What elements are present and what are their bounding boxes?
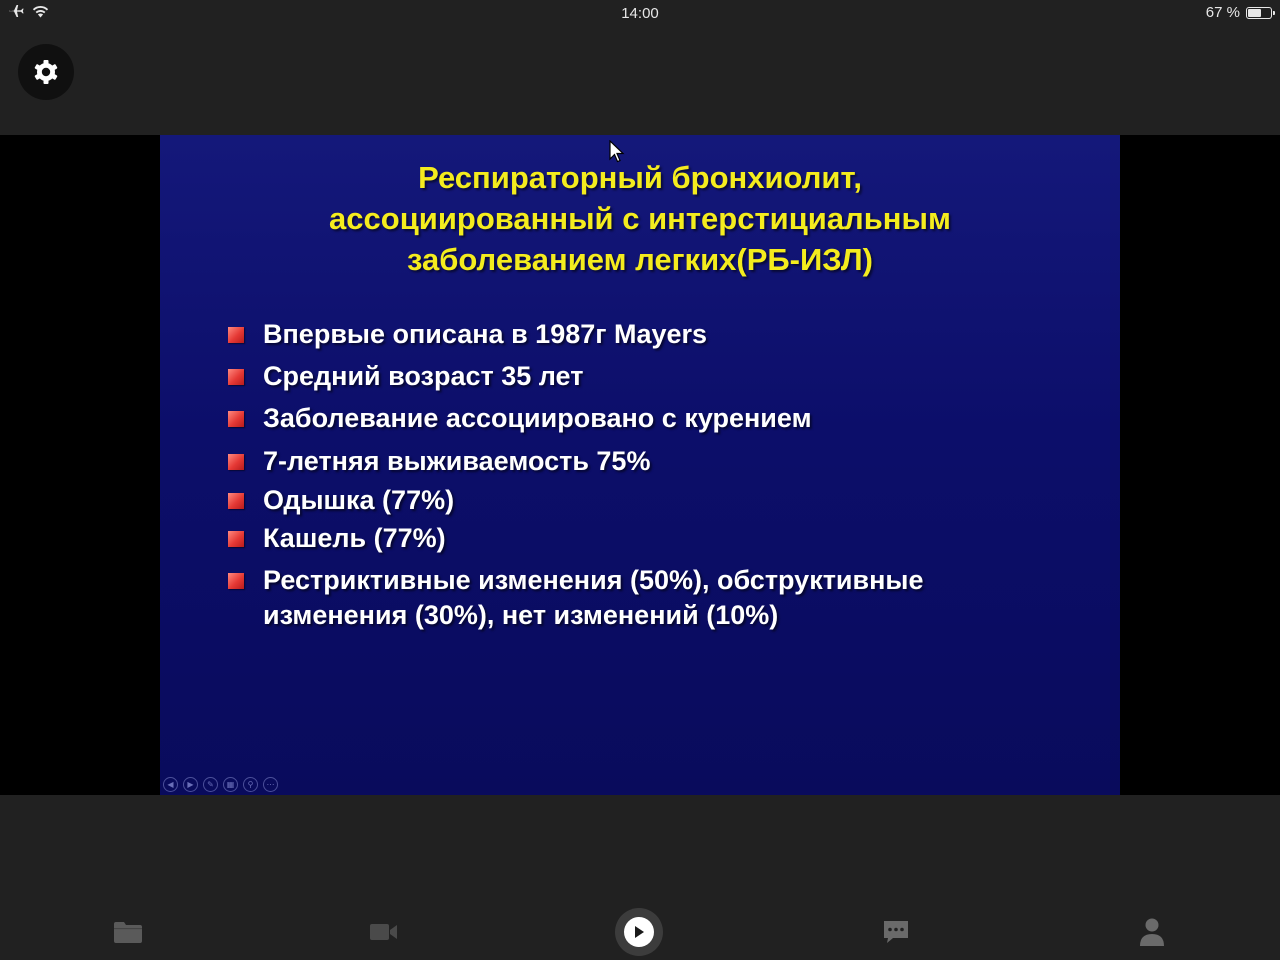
status-bar (0, 0, 1280, 26)
slide-title: Респираторный бронхиолит, ассоциированный с интерстициальным заболеванием легких(РБ-ИЗЛ) (329, 160, 951, 277)
battery-percent: 67 % (1205, 4, 1240, 21)
bullet-square-icon (228, 327, 244, 343)
slide-bullet (228, 444, 1088, 479)
bullet-text: Одышка (77%) (263, 485, 455, 515)
video-player[interactable] (0, 135, 1280, 795)
bullet-square-icon (228, 411, 244, 427)
slide-bullet (228, 521, 1088, 556)
bullet-text: Рестриктивные изменения (50%), обструктивные изменения (30%), нет изменений (10%) (263, 565, 924, 630)
slide-bullet (228, 401, 1088, 436)
bullet-square-icon (228, 493, 244, 509)
person-icon (1139, 917, 1165, 947)
bullet-square-icon (228, 454, 244, 470)
slide-bullet (228, 359, 1088, 394)
tab-profile[interactable] (1132, 912, 1172, 952)
battery-icon (1246, 7, 1272, 19)
play-button (624, 917, 654, 947)
bullet-text: Впервые описана в 1987г Mayers (263, 319, 708, 349)
slides-icon[interactable]: ▦ (223, 777, 238, 792)
tab-chat[interactable] (876, 912, 916, 952)
tab-video[interactable] (364, 912, 404, 952)
mouse-cursor-icon (609, 140, 625, 164)
video-camera-icon (369, 921, 399, 943)
tab-bar (0, 900, 1280, 960)
tab-play[interactable] (615, 908, 663, 956)
slide-bullet (228, 483, 1088, 518)
next-icon[interactable]: ▶ (183, 777, 198, 792)
more-icon[interactable]: ⋯ (263, 777, 278, 792)
bullet-square-icon (228, 369, 244, 385)
battery-fill (1248, 9, 1261, 17)
gear-icon (31, 57, 61, 87)
slide-bullet-list (228, 317, 1088, 633)
battery-tip (1273, 11, 1275, 15)
tab-files[interactable] (108, 912, 148, 952)
slide-bullet (228, 563, 1088, 633)
zoom-icon[interactable]: ⚲ (243, 777, 258, 792)
settings-button[interactable] (18, 44, 74, 100)
slideshow-controls (163, 777, 278, 792)
bullet-text: Кашель (77%) (263, 523, 446, 553)
pen-icon[interactable]: ✎ (203, 777, 218, 792)
slide-bullet (228, 317, 1088, 352)
status-right (1206, 4, 1272, 21)
prev-icon[interactable]: ◀ (163, 777, 178, 792)
folder-icon (113, 920, 143, 944)
chat-icon (882, 919, 910, 945)
status-time: 14:00 (621, 5, 659, 22)
bullet-text: 7-летняя выживаемость 75% (263, 446, 651, 476)
bullet-text: Заболевание ассоциировано с курением (263, 403, 812, 433)
bullet-square-icon (228, 573, 244, 589)
presentation-slide (160, 135, 1120, 795)
bullet-square-icon (228, 531, 244, 547)
bullet-text: Средний возраст 35 лет (263, 361, 584, 391)
play-icon (632, 925, 646, 939)
